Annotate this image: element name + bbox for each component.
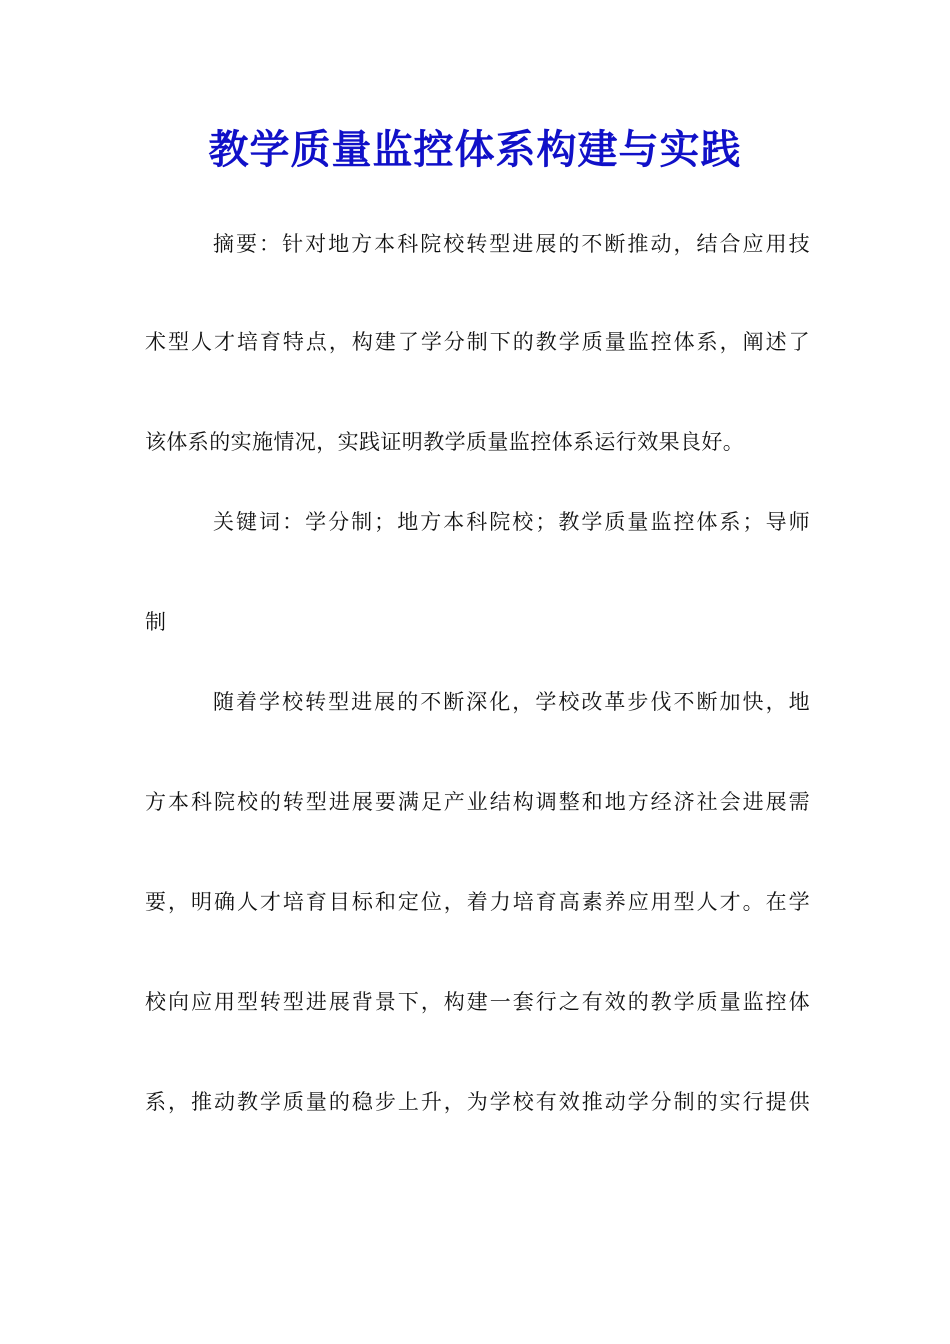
body-line-1: 随着学校转型进展的不断深化，学校改革步伐不断加快，地: [213, 690, 810, 714]
keywords-line-2: 制: [145, 610, 167, 634]
abstract-line-3: 该体系的实施情况，实践证明教学质量监控体系运行效果良好。: [145, 430, 745, 454]
body-line-5: 系，推动教学质量的稳步上升，为学校有效推动学分制的实行提供: [145, 1090, 810, 1114]
body-line-2: 方本科院校的转型进展要满足产业结构调整和地方经济社会进展需: [145, 790, 810, 814]
keywords-line-1: 关键词：学分制；地方本科院校；教学质量监控体系；导师: [213, 510, 810, 534]
body-line-3: 要，明确人才培育目标和定位，着力培育高素养应用型人才。在学: [145, 890, 810, 914]
abstract-line-2: 术型人才培育特点，构建了学分制下的教学质量监控体系，阐述了: [145, 330, 810, 354]
document-title: 教学质量监控体系构建与实践: [208, 126, 742, 173]
body-line-4: 校向应用型转型进展背景下，构建一套行之有效的教学质量监控体: [145, 990, 810, 1014]
abstract-line-1: 摘要：针对地方本科院校转型进展的不断推动，结合应用技: [213, 232, 810, 256]
